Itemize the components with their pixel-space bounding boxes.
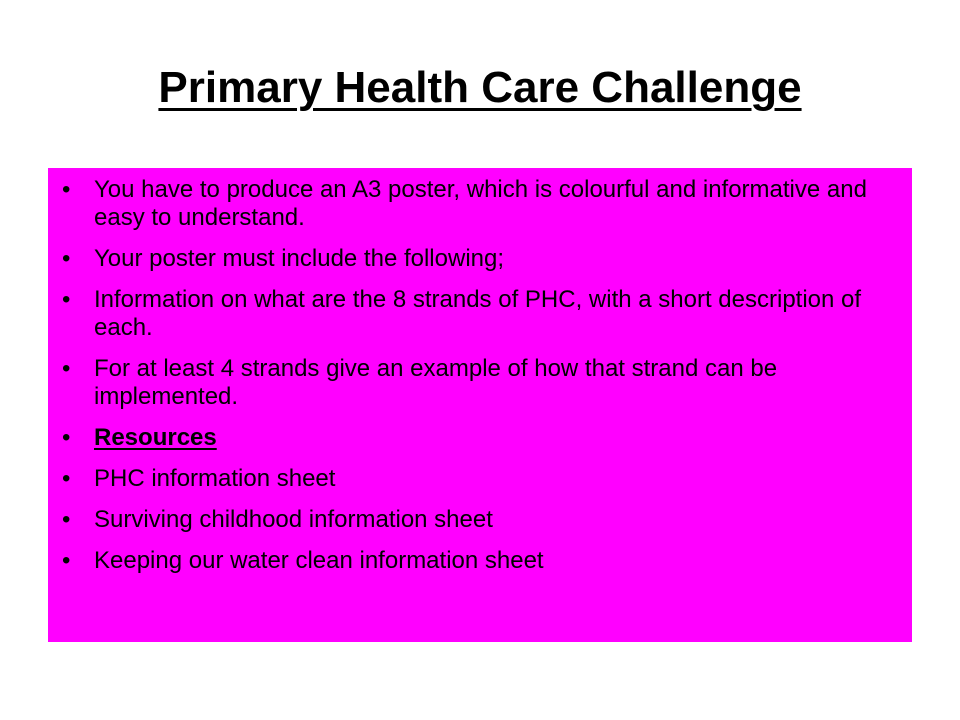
bullet-item-phc-sheet xyxy=(62,465,902,493)
resources-heading: Resources xyxy=(94,424,217,451)
bullet-item-examples xyxy=(62,355,902,411)
slide-title xyxy=(0,62,960,115)
bullet-item-childhood-sheet xyxy=(62,506,902,534)
bullet-list xyxy=(62,176,902,575)
bullet-item-resources-heading xyxy=(62,424,902,452)
bullet-text: Your poster must include the following; xyxy=(94,245,505,272)
bullet-text: Keeping our water clean information sheet xyxy=(94,547,544,574)
bullet-item-eight-strands xyxy=(62,286,902,342)
bullet-item-water-sheet xyxy=(62,547,902,575)
bullet-text: Information on what are the 8 strands of PHC, with a short description of each. xyxy=(94,286,862,341)
bullet-text: For at least 4 strands give an example of how that strand can be implemented. xyxy=(94,355,778,410)
bullet-text: You have to produce an A3 poster, which is colourful and informative and easy to understand. xyxy=(94,176,867,231)
bullet-item-must-include xyxy=(62,245,902,273)
bullet-text: Surviving childhood information sheet xyxy=(94,506,493,533)
slide-title-text: Primary Health Care Challenge xyxy=(158,63,802,112)
bullet-item-poster-brief xyxy=(62,176,902,232)
content-box xyxy=(48,168,912,642)
bullet-text: PHC information sheet xyxy=(94,465,336,492)
